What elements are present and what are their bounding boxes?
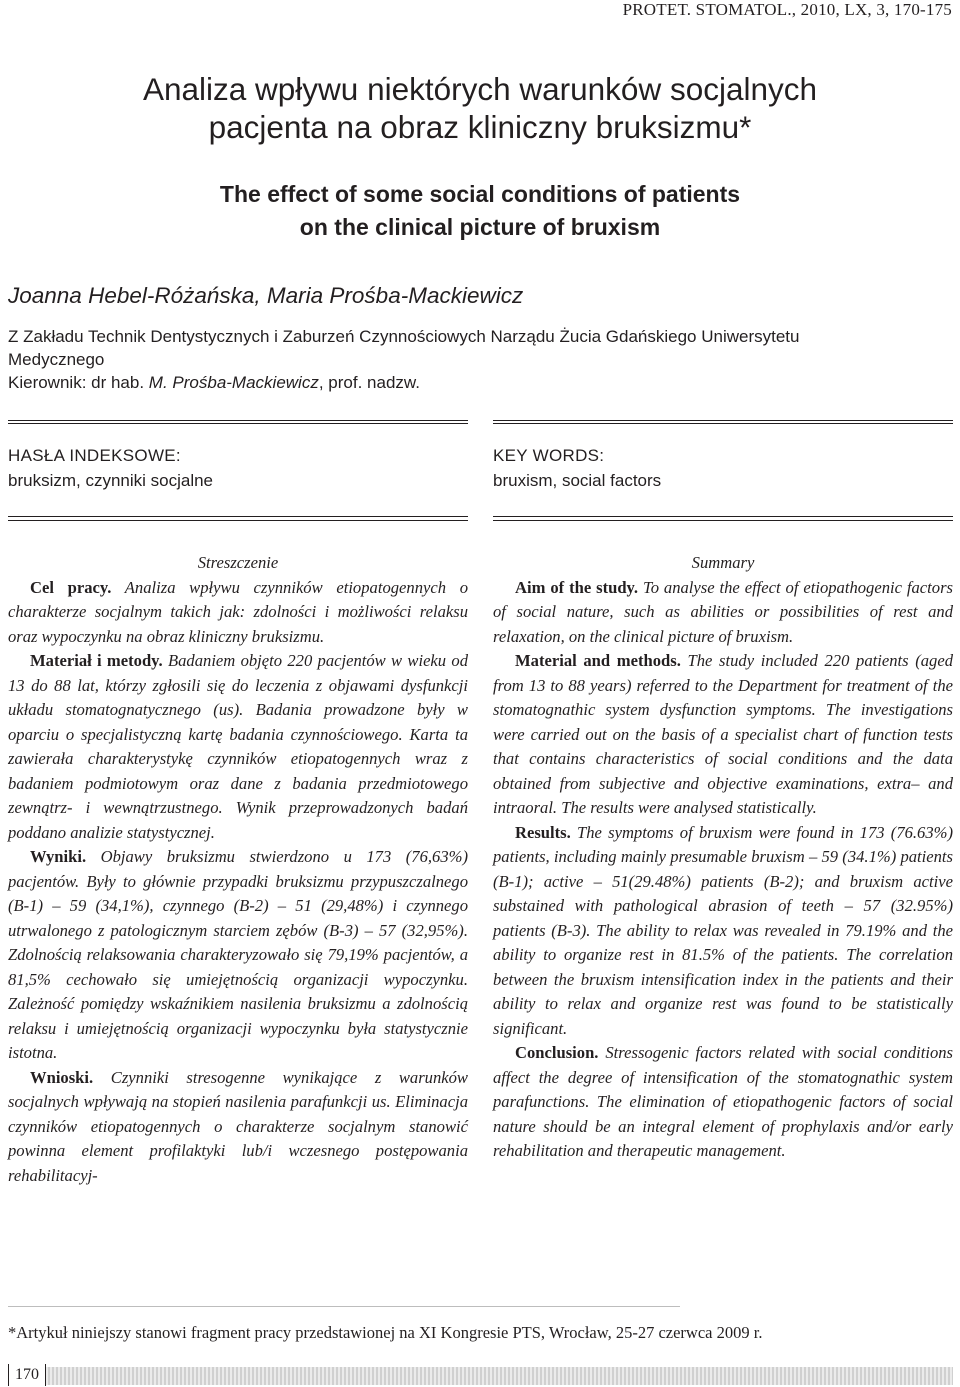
abstract-pl-methods	[8, 649, 468, 845]
title-pl-line-1: Analiza wpływu niektórych warunków socjalnych	[142, 71, 818, 107]
rule-right-top-1	[493, 420, 953, 421]
journal-reference: PROTET. STOMATOL., 2010, LX, 3, 170-175	[622, 0, 952, 19]
footnote-rule	[8, 1306, 680, 1307]
affiliation-line-1: Z Zakładu Technik Dentystycznych i Zaburzeń Czynnościowych Narządu Żucia Gdańskiego Uniwersytetu	[8, 327, 800, 346]
abstract-pl-results	[8, 845, 468, 1066]
rule-left-top-1	[8, 420, 468, 421]
abstract-pl-conclusions	[8, 1066, 468, 1189]
keywords-polish	[8, 443, 468, 493]
keywords-pl-heading: HASŁA INDEKSOWE:	[8, 446, 181, 465]
rule-left-bottom-1	[8, 516, 468, 517]
head-suffix: , prof. nadzw.	[318, 373, 420, 392]
abstract-pl-heading: Streszczenie	[197, 553, 279, 572]
methods-pl-text: Badaniem objęto 220 pacjentów w wieku od 13 do 88 lat, którzy zgłosili się do leczenia z objawami dysfunkcji układu stomatognatycznego (us). Badania prowadzone były w oparciu o specjalistyczną kartę badania czynnościowego. Karta ta zawierała charakterystykę czynników etiopatogennych wraz z badaniem podmiotowym oraz dane z badania przedmiotowego zewnątrz- i wewnątrzustnego. Wynik przeprowadzonych badań poddano analizie statystycznej.	[8, 651, 468, 842]
aim-pl-label: Cel pracy.	[30, 577, 112, 597]
keywords-en-terms: bruxism, social factors	[493, 471, 662, 490]
aim-en-text: To analyse the effect of etiopathogenic factors of social nature, such as abilities or possibilities of rest and relaxation, on the clinical picture of bruxism.	[493, 577, 953, 646]
conclusions-pl-text: Czynniki stresogenne wynikające z warunków socjalnych wpływają na stopień nasilenia parafunkcji us. Eliminacja czynników etiopatogennych o charakterze socjalnym stanowić powinna element profilaktyki lub/i wczesnego postępowania rehabilitacyj-	[8, 1067, 468, 1185]
title-en-line-2: on the clinical picture of bruxism	[299, 214, 661, 240]
results-pl-text: Objawy bruksizmu stwierdzono u 173 (76,63%) pacjentów. Były to głównie przypadki bruksizmu przypuszczalnego (B-1) – 59 (34,1%), czynnego (B-2) – 51 (29,48%) i czynnego utrwalonego z patologicznym starciem zębów (B-3) – 57 (32,95%). Zdolnością relaksowania charakteryzowało się 79,19% pacjentów, a 81,5% cechowało się umiejętnością organizacji wypoczynku. Zależność pomiędzy wskaźnikiem nasilenia bruksizmu a zdolnością relaksu i umiejętnością organizacji wypoczynku była statystycznie istotna.	[8, 847, 468, 1062]
keywords-english	[493, 443, 953, 493]
conclusions-pl-label: Wnioski.	[30, 1067, 94, 1087]
rule-right-top-2	[493, 423, 953, 424]
abstract-en-conclusion	[493, 1041, 953, 1164]
keywords-en-heading: KEY WORDS:	[493, 446, 605, 465]
department-head	[8, 371, 953, 394]
abstract-polish	[8, 551, 468, 1188]
abstract-pl-aim	[8, 576, 468, 650]
rule-right-bottom-1	[493, 516, 953, 517]
affiliation-line-2: Medycznego	[8, 350, 105, 369]
article-title-polish	[0, 70, 960, 146]
page-footer-bar	[8, 1367, 953, 1385]
methods-pl-label: Materiał i metody.	[30, 651, 163, 670]
affiliation	[8, 325, 953, 394]
title-en-line-1: The effect of some social conditions of patients	[219, 181, 741, 207]
abstract-en-results	[493, 821, 953, 1042]
results-en-label: Results.	[515, 822, 571, 842]
conclusion-en-text: Stressogenic factors related with social conditions affect the degree of intensification of the stomatognathic system parafunctions. The elimination of etiopathogenic factors of social nature should be an integral element of prophylaxis and/or early rehabilitation and therapeutic management.	[493, 1043, 953, 1160]
page-number: 170	[8, 1364, 46, 1386]
results-pl-label: Wyniki.	[30, 847, 87, 866]
aim-pl-text: Analiza wpływu czynników etiopatogennych o charakterze socjalnym takich jak: zdolności i możliwości relaksu oraz wypoczynku na obraz kliniczny bruksizmu.	[8, 577, 468, 646]
results-en-text: The symptoms of bruxism were found in 173 (76.63%) patients, including mainly presumable bruxism – 59 (34.1%) patients (B-1); active – 51(29.48%) patients (B-2); and bruxism active substained with pathological abrasion of teeth – 57 (32.95%) patients (B-3). The ability to relax was revealed in 79.19% and the ability to organize rest in 81.5% of the patients. The correlation between the bruxism intensification index in the patients and their ability to relax and organize rest was found to be statistically significant.	[493, 822, 953, 1038]
conclusion-en-label: Conclusion.	[515, 1043, 599, 1062]
head-prefix: Kierownik: dr hab.	[8, 373, 149, 392]
footnote: *Artykuł niniejszy stanowi fragment pracy przedstawionej na XI Kongresie PTS, Wrocław, 25-27 czerwca 2009 r.	[8, 1323, 763, 1342]
abstract-en-methods	[493, 649, 953, 821]
rule-right-bottom-2	[493, 520, 953, 521]
methods-en-label: Material and methods.	[515, 651, 681, 670]
keywords-pl-terms: bruksizm, czynniki socjalne	[8, 471, 214, 490]
title-pl-line-2: pacjenta na obraz kliniczny bruksizmu*	[208, 109, 752, 145]
authors: Joanna Hebel-Różańska, Maria Prośba-Mackiewicz	[8, 283, 524, 308]
rule-left-bottom-2	[8, 520, 468, 521]
aim-en-label: Aim of the study.	[515, 577, 639, 597]
methods-en-text: The study included 220 patients (aged from 13 to 88 years) referred to the Department for treatment of the stomatognathic system dysfunction symptoms. The investigations were carried out on the basis of a specialist chart of function tests that contains characteristics of social conditions and the data obtained from subjective and objective examinations, extra– and intraoral. The results were analysed statistically.	[493, 651, 953, 817]
abstract-english	[493, 551, 953, 1164]
article-title-english	[0, 178, 960, 244]
head-name: M. Prośba-Mackiewicz	[148, 373, 319, 392]
rule-left-top-2	[8, 423, 468, 424]
abstract-en-heading: Summary	[691, 553, 755, 572]
abstract-en-aim	[493, 576, 953, 650]
